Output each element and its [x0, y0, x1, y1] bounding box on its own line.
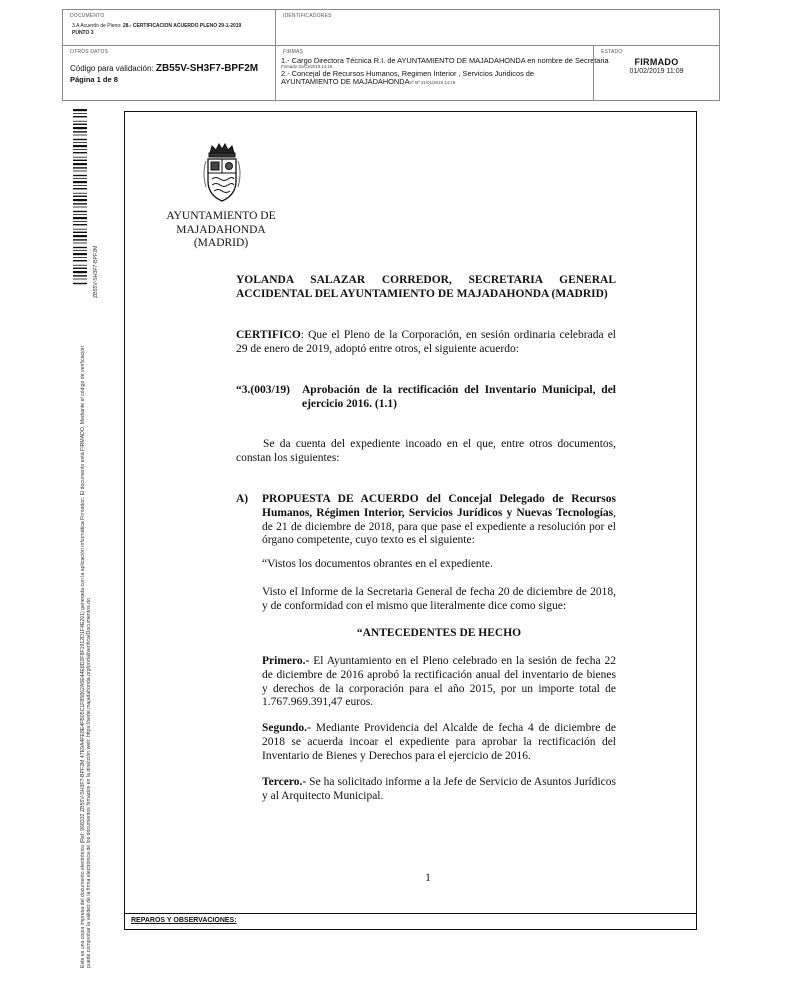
observations-label: REPAROS Y OBSERVACIONES: [131, 917, 237, 924]
agenda-item-number: “3.(003/19) [236, 384, 290, 396]
entity-line-2: MAJADAHONDA [176, 223, 266, 236]
primero-paragraph: Primero.- El Ayuntamiento en el Pleno celebrado en la sesión de fecha 22 de diciembre de 2016 aprobó la rectificación anual del inventario de bienes y derechos de la corporación para el año 2015, por un importe total de 1.767.969.391,47 euros. [262, 655, 616, 709]
header-row-signatures [63, 46, 719, 100]
document-header [62, 9, 720, 101]
status-date: 01/02/2019 11:09 [629, 68, 684, 75]
firmas-label: FIRMAS [283, 49, 304, 55]
da-cuenta-paragraph: Se da cuenta del expediente incoado en el que, entre otros documentos, constan los siguientes: [236, 438, 616, 464]
signature-2: 2.- Concejal de Recursos Humanos, Regimen Interior , Servicios Juridicos de AYUNTAMIENTO DE MAJADAHONDAVº Bº 31/01/2019 14:19 [281, 69, 535, 86]
estado-cell [593, 46, 719, 100]
validation-code[interactable]: Código para validación: ZB55V-SH3F7-BPF2M [70, 63, 259, 74]
documento-label: DOCUMENTO [70, 13, 105, 19]
header-row-document [63, 10, 719, 46]
issuing-entity [150, 210, 292, 251]
otros-datos-label: OTROS DATOS [70, 49, 109, 55]
documento-text: 3.A Acuerdo de Pleno: 28.- CERTIFICACION ACUERDO PLENO 29-1-2019 [72, 23, 242, 29]
coat-of-arms-icon [200, 143, 244, 205]
identificadores-label: IDENTIFICADORES [283, 13, 332, 19]
firmas-cell [275, 46, 609, 100]
agenda-item-title: Aprobación de la rectificación del Inventario Municipal, del ejercicio 2016. (1.1) [302, 384, 616, 410]
page-indicator: Página 1 de 8 [70, 75, 118, 84]
secretary-heading: YOLANDA SALAZAR CORREDOR, SECRETARIA GENERAL ACCIDENTAL DEL AYUNTAMIENTO DE MAJADAHONDA (MADRID) [236, 274, 616, 300]
documento-punto: PUNTO 3 [72, 30, 94, 36]
signature-2-date: Vº Bº 31/01/2019 14:19 [409, 80, 456, 85]
tercero-paragraph: Tercero.- Se ha solicitado informe a la Jefe de Servicio de Asuntos Jurídicos y al Arquitecto Municipal. [262, 776, 616, 802]
estado-label: ESTADO [601, 49, 623, 55]
validation-code-value[interactable]: ZB55V-SH3F7-BPF2M [155, 63, 259, 74]
otros-datos-cell [63, 46, 275, 100]
page-number: 1 [425, 872, 431, 884]
certifico-paragraph: CERTIFICO: Que el Pleno de la Corporación, en sesión ordinaria celebrada el 29 de enero de 2019, adoptó entre otros, el siguiente acuerdo: [236, 329, 616, 355]
visto-informe-paragraph: Visto el Informe de la Secretaria General de fecha 20 de diciembre de 2018, y de conformidad con el mismo que literalmente dice como sigue: [262, 586, 616, 612]
status-badge: FIRMADO [634, 57, 679, 67]
propuesta-paragraph: PROPUESTA DE ACUERDO del Concejal Delegado de Recursos Humanos, Régimen Interior, Servicios Jurídicos y Nuevas Tecnologías, de 21 de diciembre de 2018, para que pase el expediente a resolución por el órgano competente, cuyo texto es el siguiente: [262, 493, 616, 547]
signature-1: 1.- Cargo Directora Técnica R.I. de AYUNTAMIENTO DE MAJADAHONDA en nombre de Secretaria [281, 56, 609, 65]
vistos-paragraph: “Vistos los documentos obrantes en el expediente. [262, 558, 493, 570]
margin-legal-text-2: puede comprobar la validez de la firma electrónica de los documentos firmados en la dirección web: https://sede.majadahonda.org/portal/verificarDocumentos.do [86, 598, 92, 968]
section-a-letter: A) [236, 493, 249, 505]
segundo-paragraph: Segundo.- Mediante Providencia del Alcalde de fecha 4 de diciembre de 2018 se acuerda incoar el expediente para aprobar la rectificación del Inventario de Bienes y Derechos para el ejercicio de 2016. [262, 722, 616, 762]
signature-1-date: Firmado 31/01/2019 14:15 [281, 64, 333, 69]
documento-cell [63, 10, 275, 45]
margin-legal-text-1: Este es una copia impresa del documento electrónico (Ref: 968332 ZB55V-SH3F7-BPF2M 47E9A4FE8E4FB05C1F85862A5E44E8D2F8F1912D1F4E261) generada con la aplicación informática Firmadoc. El documento está FIRMADO. Mediante el código de verificación [80, 346, 86, 968]
entity-line-1: AYUNTAMIENTO DE [166, 210, 276, 222]
entity-line-3: (MADRID) [193, 237, 249, 249]
antecedentes-heading: “ANTECEDENTES DE HECHO [356, 627, 522, 639]
identificadores-cell [275, 10, 719, 45]
observations-box [125, 913, 696, 929]
barcode-icon [73, 109, 87, 285]
barcode-code-text: ZB55V-SH3F7-BPF2M [93, 245, 99, 298]
